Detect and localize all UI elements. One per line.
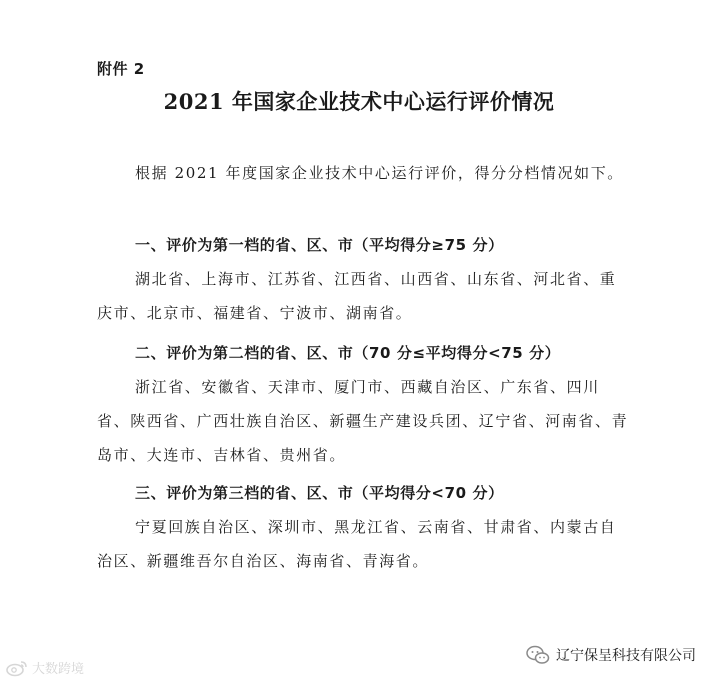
section-heading: 一、评价为第一档的省、区、市（平均得分≥75 分） xyxy=(135,236,504,254)
intro-paragraph: 根据 2021 年度国家企业技术中心运行评价，得分分档情况如下。 xyxy=(135,164,624,182)
section-tier-2 xyxy=(97,336,632,472)
intro-block xyxy=(97,156,632,190)
section-content: 宁夏回族自治区、深圳市、黑龙江省、云南省、甘肃省、内蒙古自治区、新疆维吾尔自治区、海南省、青海省。 xyxy=(97,518,617,570)
watermark-text: 大数跨境 xyxy=(32,662,85,677)
weibo-icon xyxy=(6,659,28,677)
source-badge[interactable] xyxy=(526,645,696,665)
document-title: 2021 年国家企业技术中心运行评价情况 xyxy=(163,89,555,114)
source-name: 辽宁保呈科技有限公司 xyxy=(556,648,696,664)
section-tier-1 xyxy=(97,228,632,330)
attachment-label: 附件 2 xyxy=(97,60,145,78)
section-heading: 三、评价为第三档的省、区、市（平均得分<70 分） xyxy=(135,484,504,502)
wechat-icon xyxy=(526,645,550,665)
section-heading: 二、评价为第二档的省、区、市（70 分≤平均得分<75 分） xyxy=(135,344,561,362)
section-tier-3 xyxy=(97,476,632,578)
section-content: 湖北省、上海市、江苏省、江西省、山西省、山东省、河北省、重庆市、北京市、福建省、宁波市、湖南省。 xyxy=(97,270,617,322)
section-content: 浙江省、安徽省、天津市、厦门市、西藏自治区、广东省、四川省、陕西省、广西壮族自治区、新疆生产建设兵团、辽宁省、河南省、青岛市、大连市、吉林省、贵州省。 xyxy=(97,378,629,464)
watermark xyxy=(6,658,84,677)
